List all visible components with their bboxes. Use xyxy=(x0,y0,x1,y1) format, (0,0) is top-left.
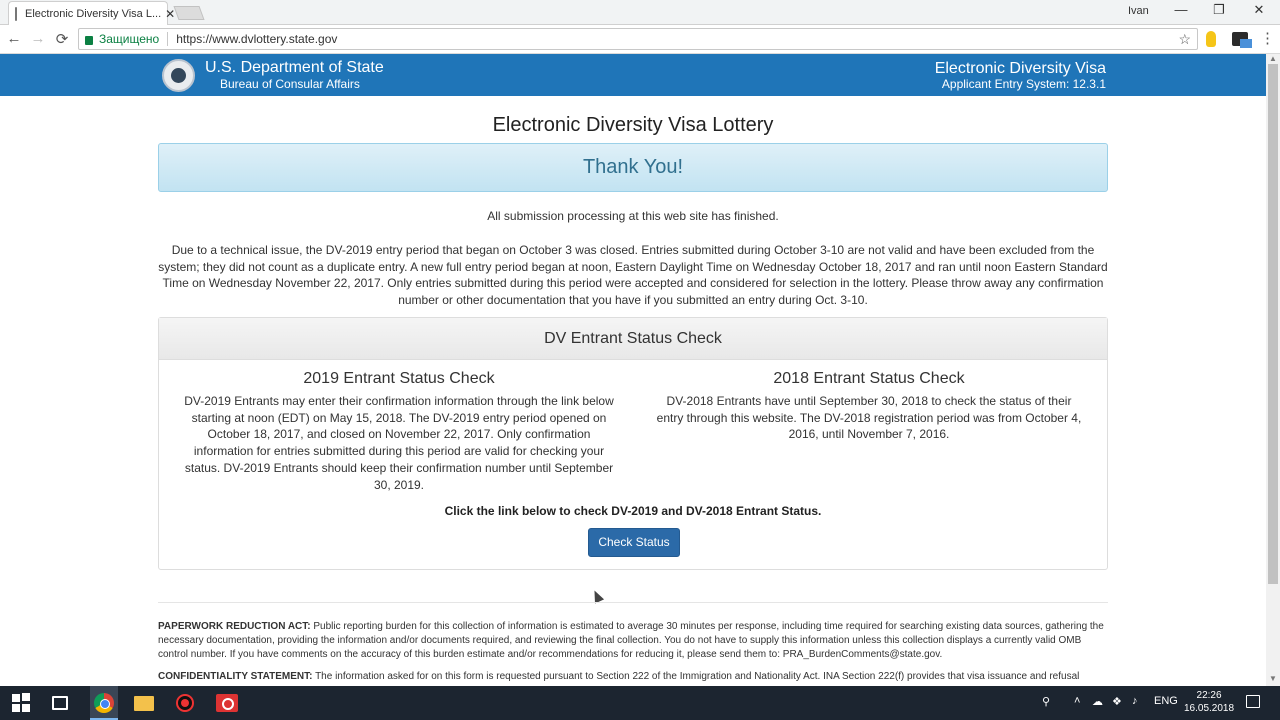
profile-name[interactable]: Ivan xyxy=(1128,5,1149,17)
secure-label[interactable]: Защищено xyxy=(99,32,160,46)
browser-menu-icon[interactable]: ⋮ xyxy=(1260,30,1275,47)
file-explorer-icon[interactable] xyxy=(134,696,154,711)
screenshot-icon[interactable] xyxy=(216,694,238,712)
status-2019-section xyxy=(184,370,614,493)
paperwork-label: PAPERWORK REDUCTION ACT: xyxy=(158,621,311,632)
language-indicator[interactable]: ENG xyxy=(1154,695,1178,707)
status-2019-text: DV-2019 Entrants may enter their confirmation information through the link below starting at noon (EDT) on May 15, 2018. The DV-2019 entry period opened on October 18, 2017, and closed on November 22, 2017. Only confirmation information for entries submitted during this period are valid for checking your status. DV-2019 Entrants should keep their confirmation number until September 30, 2019. xyxy=(184,394,614,492)
chevron-up-icon[interactable]: ˄ xyxy=(1074,695,1081,707)
close-window-icon[interactable]: ✕ xyxy=(1253,2,1265,17)
tab-close-icon[interactable]: ✕ xyxy=(165,6,176,21)
confidentiality-text: The information asked for on this form is requested pursuant to Section 222 of the Immigration and Nationality Act. INA Section 222(f) provides that visa issuance and refusal xyxy=(315,671,1080,682)
taskbar xyxy=(0,686,1280,720)
status-2018-section xyxy=(654,370,1084,443)
scroll-up-icon[interactable]: ▲ xyxy=(1269,54,1277,63)
clock-date: 16.05.2018 xyxy=(1184,703,1235,714)
task-view-icon[interactable] xyxy=(52,696,68,710)
browser-toolbar xyxy=(0,25,1280,54)
lock-icon xyxy=(85,36,93,45)
system-version: Applicant Entry System: 12.3.1 xyxy=(941,77,1106,91)
site-header xyxy=(0,54,1266,96)
paperwork-text: Public reporting burden for this collection of information is estimated to average 30 minutes per response, including time required for searching existing data sources, gathering the necessary documentation, providing the information and/or documents required, and reviewing the final collection. You do not have to supply this information unless this collection displays a currently valid OMB control number. If you have comments on the accuracy of this burden estimate and/or recommendations for reducing it, please send them to: PRA_BurdenComments@state.gov. xyxy=(158,621,1104,660)
scroll-thumb[interactable] xyxy=(1268,64,1278,584)
address-bar[interactable] xyxy=(78,28,1198,50)
paperwork-reduction-notice xyxy=(158,620,1108,662)
windows-start-icon[interactable] xyxy=(12,693,32,713)
state-department-seal-icon xyxy=(162,59,195,92)
thank-you-alert: Thank You! xyxy=(158,143,1108,192)
cloud-icon[interactable]: ☁ xyxy=(1092,696,1103,708)
status-check-panel xyxy=(158,317,1108,570)
notifications-icon[interactable] xyxy=(1246,695,1260,708)
dropbox-icon[interactable]: ❖ xyxy=(1112,696,1122,708)
minimize-icon[interactable]: — xyxy=(1174,2,1188,17)
off-extension-icon[interactable] xyxy=(1232,32,1248,46)
page-icon xyxy=(15,7,17,21)
record-icon[interactable] xyxy=(176,694,194,712)
chrome-icon[interactable] xyxy=(90,686,118,720)
confidentiality-notice xyxy=(158,670,1108,684)
page-scrollbar[interactable] xyxy=(1266,54,1280,686)
processing-note: All submission processing at this web site has finished. xyxy=(487,209,779,223)
page-viewport xyxy=(0,54,1266,686)
browser-tab[interactable] xyxy=(8,1,176,25)
bookmark-star-icon[interactable]: ☆ xyxy=(1178,31,1191,47)
new-tab-button[interactable] xyxy=(173,6,204,20)
clock-time: 22:26 xyxy=(1196,690,1222,701)
status-2018-title: 2018 Entrant Status Check xyxy=(773,370,965,387)
divider xyxy=(158,602,1108,603)
check-status-button[interactable]: Check Status xyxy=(588,528,680,557)
system-clock[interactable] xyxy=(1184,689,1234,715)
tab-title: Electronic Diversity Visa L... xyxy=(25,7,162,20)
lightbulb-extension-icon[interactable] xyxy=(1206,31,1216,47)
check-instruction: Click the link below to check DV-2019 and DV-2018 Entrant Status. xyxy=(444,504,822,518)
divider xyxy=(167,32,168,46)
scroll-down-icon[interactable]: ▼ xyxy=(1269,674,1277,683)
forward-icon[interactable]: → xyxy=(30,30,46,47)
tab-strip xyxy=(0,0,1280,25)
technical-issue-text: Due to a technical issue, the DV-2019 entry period that began on October 3 was closed. Entries submitted during October 3-10 are not valid and have been excluded from the system; they did not count as a duplicate entry. A new full entry period began at noon, Eastern Daylight Time on Wednesday October 18, 2017 and ran until noon Eastern Standard Time on Wednesday November 22, 2017. Only entries submitted during this period were accepted and considered for selection in the lottery. Please throw away any confirmation number or other documentation that you have if you submitted an entry during Oct. 3-10. xyxy=(158,243,1108,308)
page-title: Electronic Diversity Visa Lottery xyxy=(492,114,774,136)
back-icon[interactable]: ← xyxy=(6,30,22,47)
reload-icon[interactable]: ⟳ xyxy=(55,31,69,48)
status-2019-title: 2019 Entrant Status Check xyxy=(303,370,495,387)
people-icon[interactable]: ⚲ xyxy=(1042,696,1051,708)
bureau-name: Bureau of Consular Affairs xyxy=(220,77,360,91)
restore-icon[interactable]: ❐ xyxy=(1213,2,1225,17)
url-text[interactable]: https://www.dvlottery.state.gov xyxy=(176,32,338,46)
confidentiality-label: CONFIDENTIALITY STATEMENT: xyxy=(158,671,313,682)
status-2018-text: DV-2018 Entrants have until September 30, 2018 to check the status of their entry through this website. The DV-2018 registration period was from October 4, 2016, until November 7, 2016. xyxy=(656,394,1082,442)
system-name: Electronic Diversity Visa xyxy=(934,60,1106,77)
speaker-icon[interactable]: ♪ xyxy=(1132,695,1138,707)
panel-heading: DV Entrant Status Check xyxy=(159,318,1107,360)
department-name: U.S. Department of State xyxy=(205,59,384,76)
